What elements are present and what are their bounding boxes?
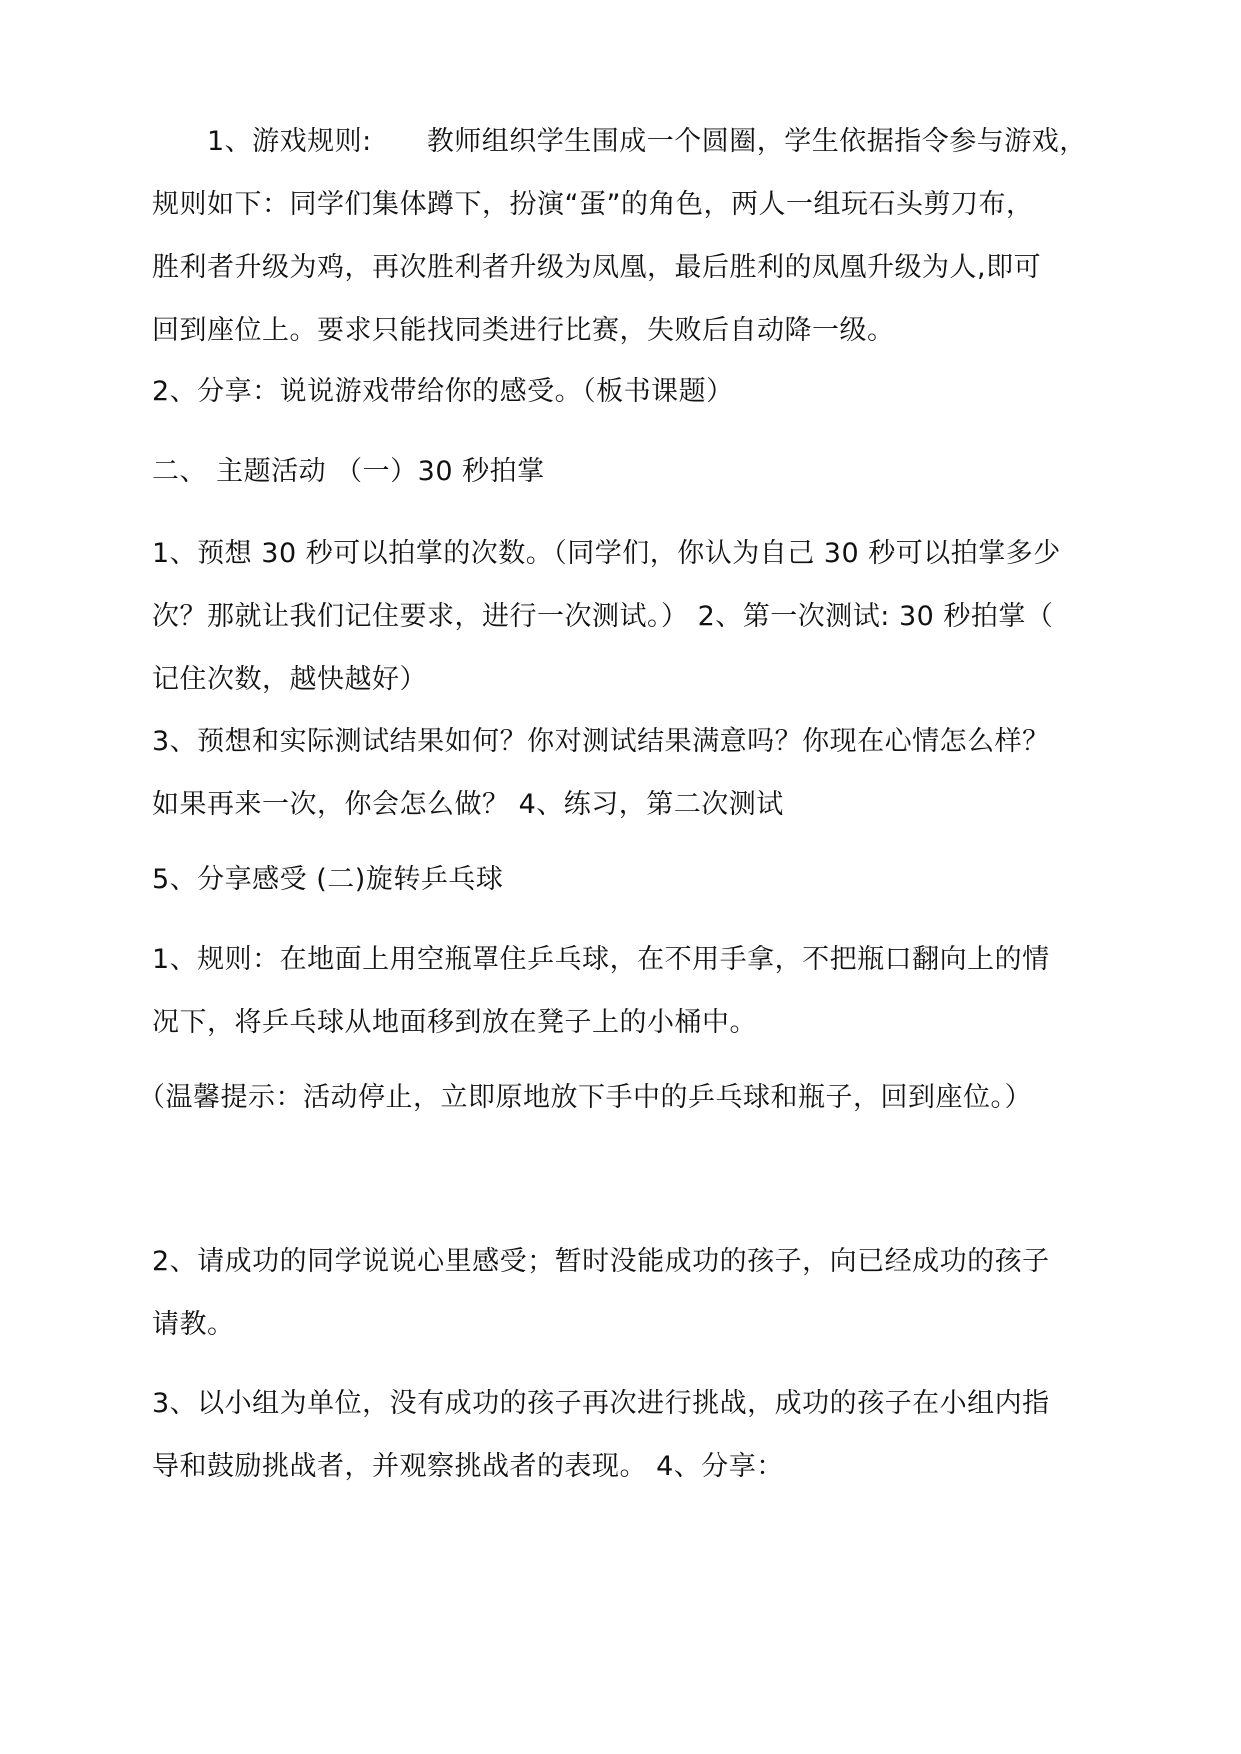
text-line: 回到座位上。要求只能找同类进行比赛，失败后自动降一级。	[152, 315, 895, 346]
text-line: 1、游戏规则: 教师组织学生围成一个圆圈，学生依据指令参与游戏，	[152, 126, 1087, 157]
text-line: 规则如下：同学们集体蹲下，扮演“蛋”的角色，两人一组玩石头剪刀布，	[152, 189, 1034, 220]
text-line: 况下，将乒乓球从地面移到放在凳子上的小桶中。	[152, 1007, 757, 1038]
paragraph-success-share	[152, 1230, 1092, 1356]
text-line: 5、分享感受 (二)旋转乒乓球	[152, 864, 504, 895]
text-line: 2、请成功的同学说说心里感受；暂时没能成功的孩子，向已经成功的孩子	[152, 1246, 1050, 1277]
text-line: 2、分享：说说游戏带给你的感受。（板书课题）	[152, 376, 734, 407]
text-line: 请教。	[152, 1309, 235, 1340]
text-line: 二、 主题活动 （一）30 秒拍掌	[152, 456, 545, 487]
paragraph-test-results	[152, 710, 1092, 836]
text-line: 3、预想和实际测试结果如何？你对测试结果满意吗？你现在心情怎么样？	[152, 726, 1050, 757]
paragraph-group-challenge	[152, 1372, 1092, 1498]
paragraph-pingpong-rules	[152, 928, 1092, 1054]
text-line: 1、预想 30 秒可以拍掌的次数。（同学们，你认为自己 30 秒可以拍掌多少	[152, 538, 1061, 569]
paragraph-rotate-pingpong-heading	[152, 848, 1092, 911]
text-line: 1、规则：在地面上用空瓶罩住乒乓球，在不用手拿，不把瓶口翻向上的情	[152, 944, 1050, 975]
paragraph-clap-predict	[152, 522, 1092, 711]
text-line: 胜利者升级为鸡，再次胜利者升级为凤凰，最后胜利的凤凰升级为人,即可	[152, 252, 1042, 283]
text-line: 如果再来一次，你会怎么做？ 4、练习，第二次测试	[152, 789, 784, 820]
paragraph-share-feelings	[152, 360, 1092, 423]
paragraph-game-rules	[152, 110, 1092, 362]
text-line: 记住次数，越快越好）	[152, 664, 427, 695]
text-line: 导和鼓励挑战者，并观察挑战者的表现。 4、分享：	[152, 1451, 784, 1482]
paragraph-warm-tip	[138, 1066, 1078, 1129]
paragraph-theme-activity-heading	[152, 440, 1092, 503]
text-line: 次？那就让我们记住要求，进行一次测试。） 2、第一次测试: 30 秒拍掌（	[152, 601, 1054, 632]
text-line: （温馨提示：活动停止，立即原地放下手中的乒乓球和瓶子，回到座位。）	[138, 1082, 1032, 1113]
text-line: 3、以小组为单位，没有成功的孩子再次进行挑战，成功的孩子在小组内指	[152, 1388, 1050, 1419]
